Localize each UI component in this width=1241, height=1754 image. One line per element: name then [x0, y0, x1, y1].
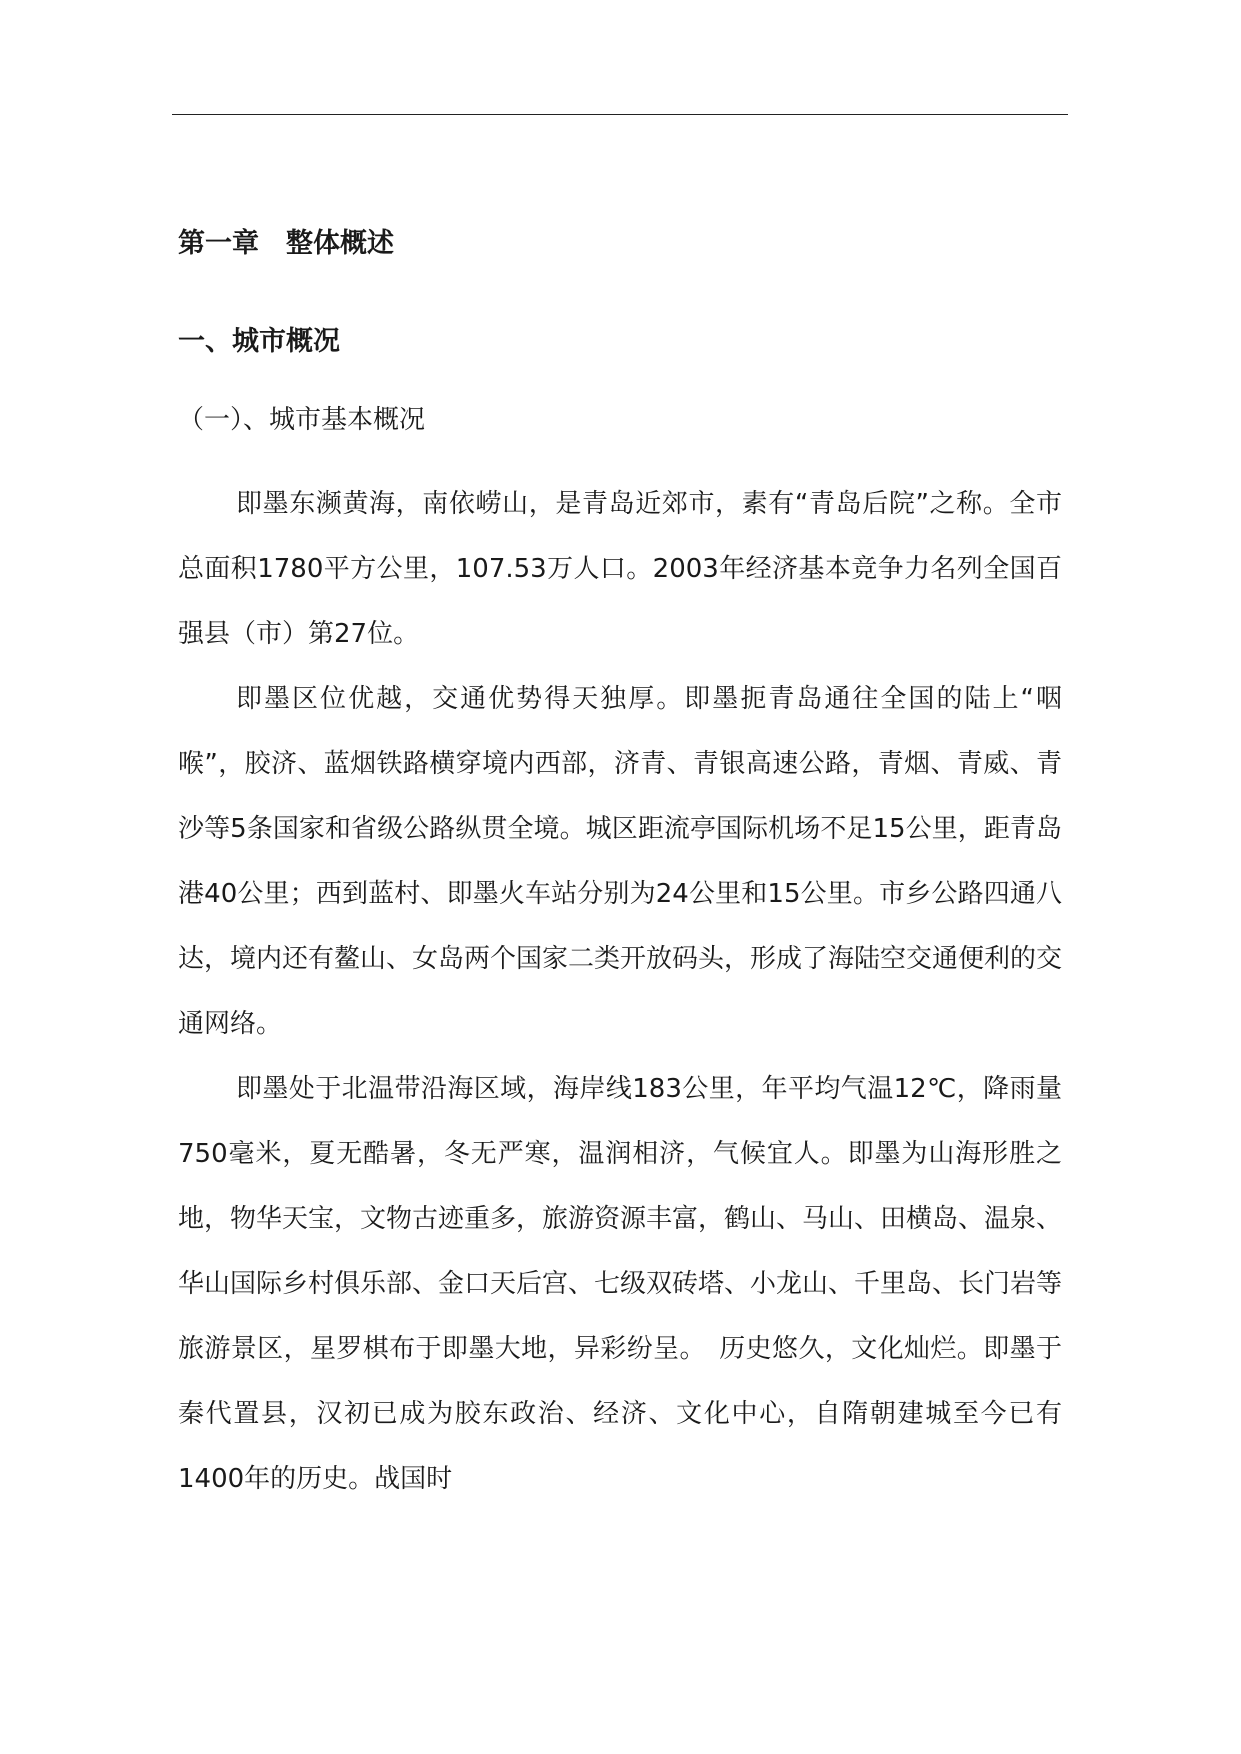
paragraph-overview: 即墨东濒黄海，南依崂山，是青岛近郊市，素有“青岛后院”之称。全市总面积1780平方公里，107.53万人口。2003年经济基本竞争力名列全国百强县（市）第27位。: [178, 489, 1062, 649]
body-text: [178, 472, 1062, 1512]
section-title: 一、城市概况: [178, 326, 340, 357]
document-content: [178, 222, 1062, 1512]
subsection-title: （一）、城市基本概况: [178, 405, 426, 435]
header-rule: [172, 114, 1068, 115]
paragraph-climate-history: 即墨处于北温带沿海区域，海岸线183公里，年平均气温12℃，降雨量750毫米，夏无酷暑，冬无严寒，温润相济，气候宜人。即墨为山海形胜之地，物华天宝，文物古迹重多，旅游资源丰富，鹤山、马山、田横岛、温泉、华山国际乡村俱乐部、金口天后宫、七级双砖塔、小龙山、千里岛、长门岩等旅游景区，星罗棋布于即墨大地，异彩纷呈。 历史悠久，文化灿烂。即墨于秦代置县，汉初已成为胶东政治、经济、文化中心，自隋朝建城至今已有1400年的历史。战国时: [178, 1074, 1063, 1494]
paragraph-transport: 即墨区位优越，交通优势得天独厚。即墨扼青岛通往全国的陆上“咽喉”，胶济、蓝烟铁路横穿境内西部，济青、青银高速公路，青烟、青威、青沙等5条国家和省级公路纵贯全境。城区距流亭国际机场不足15公里，距青岛港40公里；西到蓝村、即墨火车站分别为24公里和15公里。市乡公路四通八达，境内还有鳌山、女岛两个国家二类开放码头，形成了海陆空交通便利的交通网络。: [178, 684, 1063, 1039]
chapter-title: 第一章 整体概述: [178, 228, 394, 259]
